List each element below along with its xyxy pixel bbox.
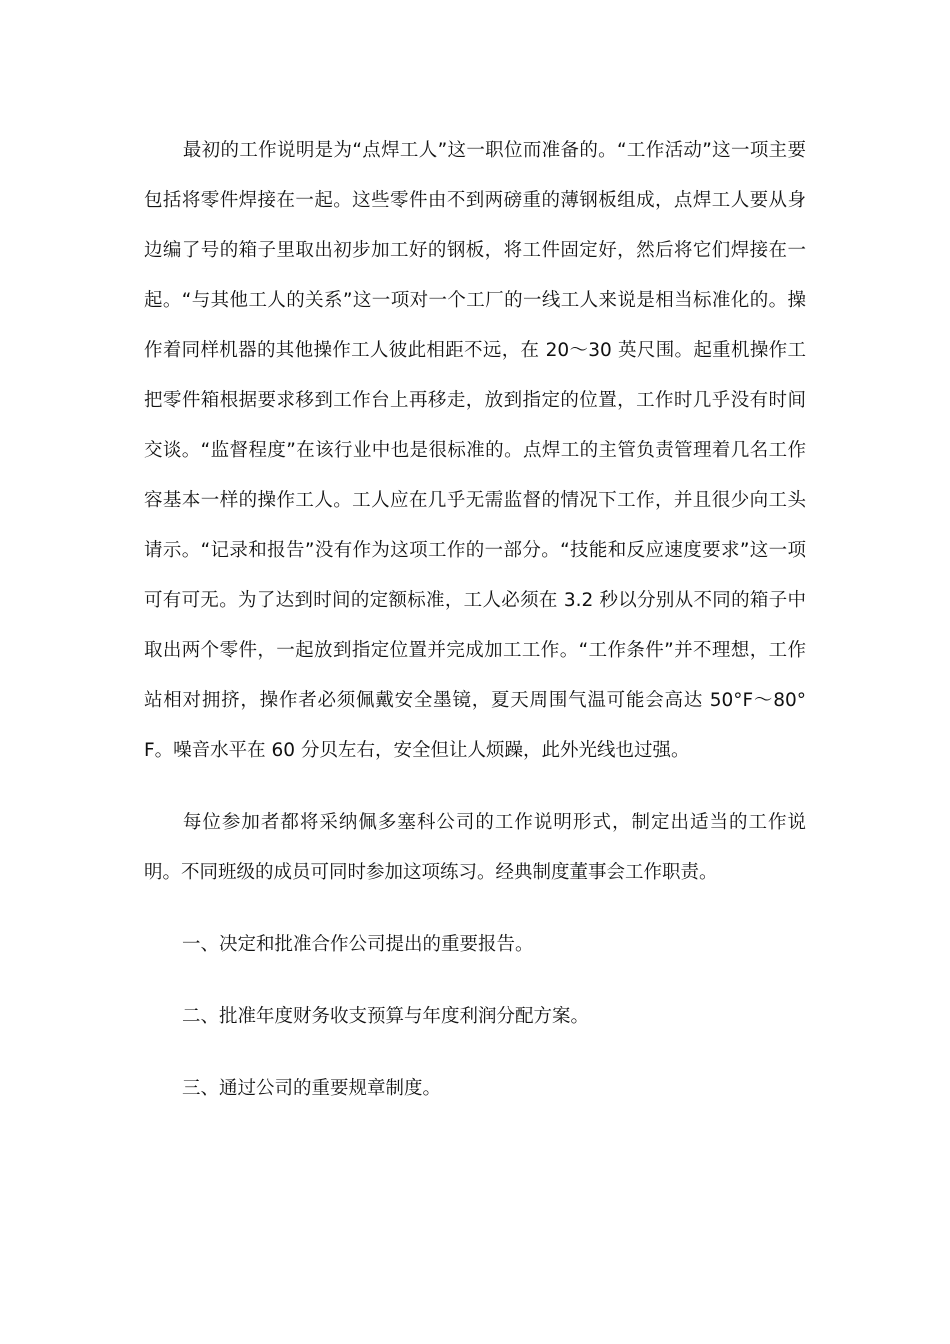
paragraph-job-description: 最初的工作说明是为“点焊工人”这一职位而准备的。“工作活动”这一项主要包括将零件焊接在一起。这些零件由不到两磅重的薄钢板组成，点焊工人要从身边编了号的箱子里取出初步加工好的钢板，将工件固定好，然后将它们焊接在一起。“与其他工人的关系”这一项对一个工厂的一线工人来说是相当标准化的。操作着同样机器的其他操作工人彼此相距不远，在 20～30 英尺围。起重机操作工把零件箱根据要求移到工作台上再移走，放到指定的位置，工作时几乎没有时间交谈。“监督程度”在该行业中也是很标准的。点焊工的主管负责管理着几名工作容基本一样的操作工人。工人应在几乎无需监督的情况下工作，并且很少向工头请示。“记录和报告”没有作为这项工作的一部分。“技能和反应速度要求”这一项可有可无。为了达到时间的定额标准，工人必须在 3.2 秒以分别从不同的箱子中取出两个零件，一起放到指定位置并完成加工工作。“工作条件”并不理想，工作站相对拥挤，操作者必须佩戴安全墨镜，夏天周围气温可能会高达 50°F～80°F。噪音水平在 60 分贝左右，安全但让人烦躁，此外光线也过强。 (144, 140, 806, 761)
list-item: 三、通过公司的重要规章制度。 (182, 1078, 442, 1099)
list-item: 二、批准年度财务收支预算与年度利润分配方案。 (182, 1006, 590, 1027)
list-item: 一、决定和批准合作公司提出的重要报告。 (182, 934, 534, 955)
board-duties-list (144, 920, 806, 1114)
paragraph-exercise-instructions: 每位参加者都将采纳佩多塞科公司的工作说明形式，制定出适当的工作说明。不同班级的成员可同时参加这项练习。经典制度董事会工作职责。 (144, 812, 806, 883)
document-body (144, 126, 806, 1136)
